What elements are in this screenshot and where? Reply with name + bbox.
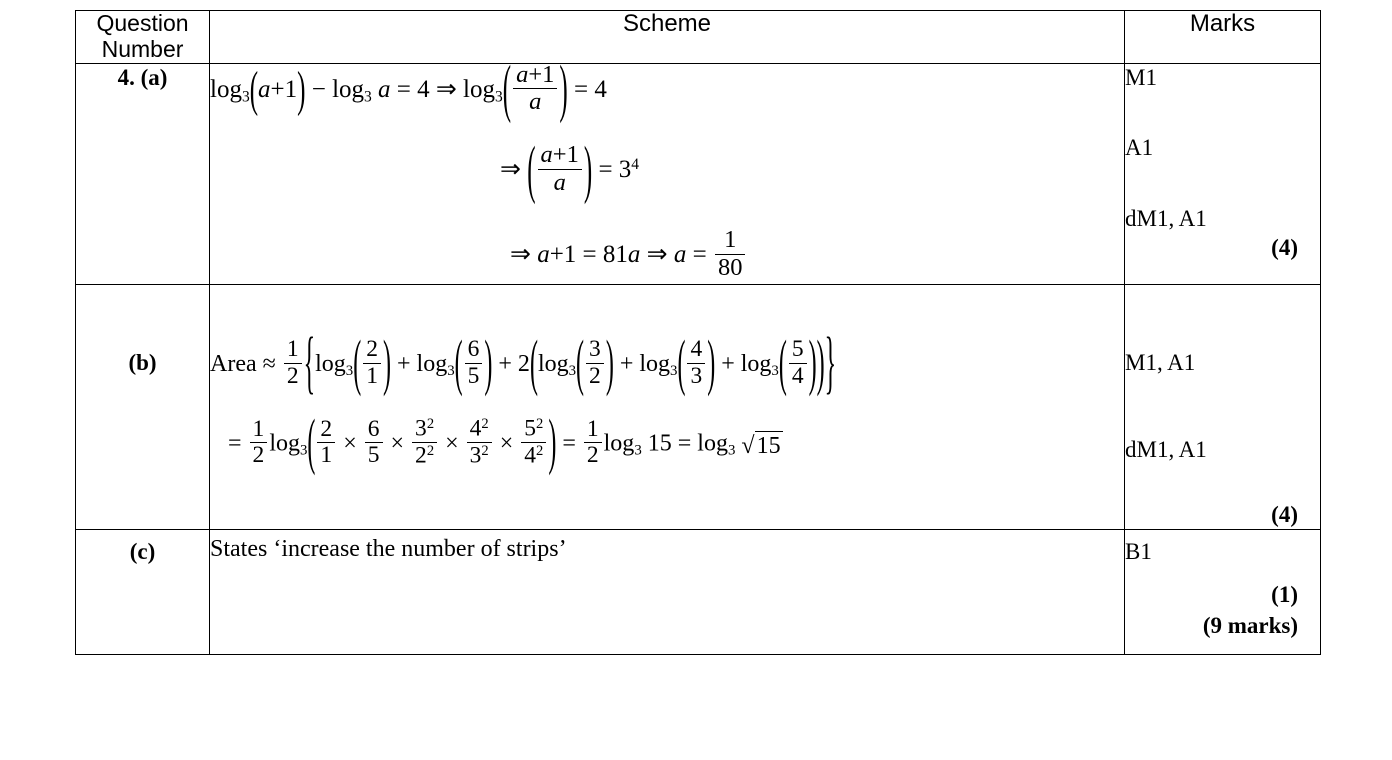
marks-cell-c [1125, 530, 1321, 655]
mark-b2: dM1, A1 [1125, 436, 1207, 462]
table-header [76, 11, 1321, 64]
header-marks: Marks [1125, 11, 1321, 64]
mark-c1: B1 [1125, 539, 1152, 565]
question-label-a: 4. (a) [76, 63, 210, 285]
header-question-line2: Number [101, 35, 184, 62]
table-row [76, 63, 1321, 285]
mark-scheme-table [75, 10, 1321, 655]
mark-b1: M1, A1 [1125, 350, 1196, 376]
scheme-text-c: States ‘increase the number of strips’ [210, 536, 567, 563]
scheme-cell-c [210, 530, 1125, 655]
math-line-a1: $\log_3(a+1) - \log_3 a = 4$ ⇒ $\log_3$( $\frac{a+1}{a}$ ) = 4 [210, 54, 607, 126]
math-line-a2: ⇒ ( $\frac{a+1}{a}$ ) = $3^4$ [500, 135, 640, 207]
total-marks: (9 marks) [1202, 612, 1298, 638]
question-label-c: (c) [76, 530, 210, 655]
header-question-line1: Question [96, 10, 189, 36]
table-row [76, 285, 1321, 530]
scheme-cell-a [210, 54, 1125, 285]
math-line-b2: = $\frac{1}{2}$ $\log_3$( $\frac{2}{1}$ × $\frac{6}{5}$ × $\frac{3^2}{2^2}$ × $\frac{4^2}{3^2}$ × $\frac{5^2}{4^2}$ ) = $\frac{1}{2}$ $\log_3 15 = \log_3 √15$ [228, 410, 781, 478]
subtotal-a: (4) [1271, 234, 1298, 260]
header-question-number [76, 11, 210, 64]
scheme-cell-b [210, 285, 1125, 530]
mark-a1: M1 [1125, 64, 1157, 90]
question-label-b: (b) [76, 285, 210, 530]
area-label: Area [210, 351, 257, 377]
math-line-b1: Area ≈ $\frac{1}{2}$ {$\log_3$( $\frac{2}{1}$ ) + $\log_3$( $\frac{6}{5}$ ) + $2(\log_3$( $\frac{3}{2}$ ) + $\log_3$( $\frac{4}{3}$ ) + $\log_3$( $\frac{5}{4}$ ))} [210, 326, 837, 403]
subtotal-b: (4) [1271, 501, 1298, 527]
subtotal-c: (1) [1271, 582, 1298, 608]
mark-a2: A1 [1125, 135, 1154, 161]
table-row [76, 530, 1321, 655]
header-scheme: Scheme [210, 11, 1125, 64]
marks-cell-a [1125, 63, 1321, 285]
mark-a3: dM1, A1 [1125, 206, 1207, 231]
math-line-a3: ⇒ a+1 = 81a ⇒ a = $\frac{1}{80}$ [510, 229, 1124, 284]
marks-cell-b [1125, 285, 1321, 530]
